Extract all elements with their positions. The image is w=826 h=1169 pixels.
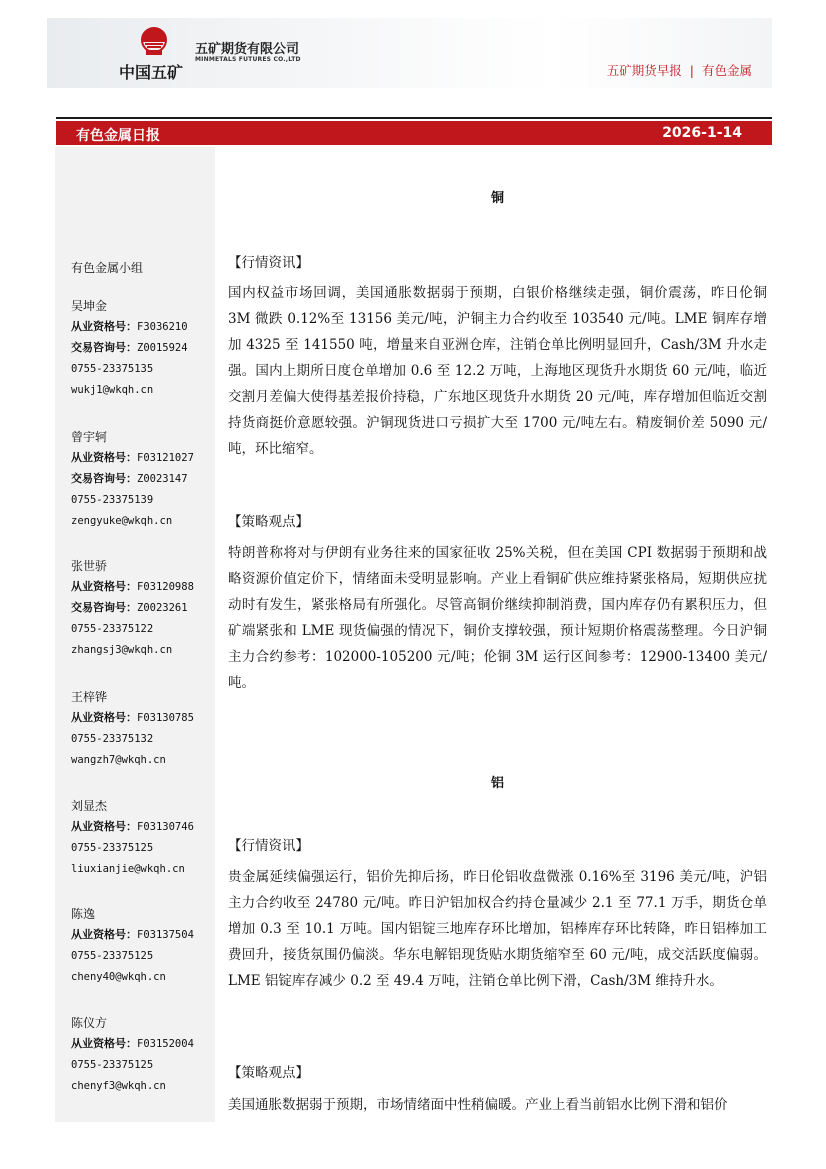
analyst-card [71,557,194,662]
license-line: 从业资格号：F03130785 [71,711,194,724]
copper-market-text: 国内权益市场回调，美国通胀数据弱于预期，白银价格继续走强，铜价震荡，昨日伦铜 3M 微跌 0.12%至 13156 美元/吨，沪铜主力合约收至 103540 元/吨。LME 铜库存增加 4325 至 141550 吨，增量来自亚洲仓库，注销仓单比例明显回升，Cash/3M 升水走强。国内上期所日度仓单增加 0.6 至 12.2 万吨，上海地区现货升水期货 60 元/吨，临近交割月差偏大使得基差报价持稳，广东地区现货升水期货 20 元/吨，库存增加但临近交割持货商挺价意愿较强。沪铜现货进口亏损扩大至 1700 元/吨左右。精废铜价差 5090 元/吨，环比缩窄。 [228,285,767,457]
consult-line: 交易咨询号：Z0023147 [71,472,188,485]
license-line: 从业资格号：F03120988 [71,580,194,593]
header-separator: | [689,63,694,78]
license-line: 从业资格号：F03130746 [71,820,194,833]
aluminum-market-text: 贵金属延续偏强运行，铝价先抑后扬，昨日伦铝收盘微涨 0.16%至 3196 美元/吨，沪铝主力合约收至 24780 元/吨。昨日沪铝加权合约持仓量减少 2.1 至 77.1 万手，期货仓单增加 0.3 至 10.1 万吨。国内铝锭三地库存环比增加，铝棒库存环比转降，昨日铝棒加工费回升，接货氛围仍偏淡。华东电解铝现货贴水期货缩窄至 60 元/吨，成交活跃度偏弱。LME 铝锭库存减少 0.2 至 49.4 万吨，注销仓单比例下滑，Cash/3M 维持升水。 [228,869,767,989]
team-title: 有色金属小组 [71,261,144,275]
analyst-name: 陈仪方 [71,1016,108,1030]
analyst-name: 陈逸 [71,907,96,921]
license-line: 从业资格号：F03152004 [71,1037,194,1050]
header-rule [56,117,772,119]
analyst-card [71,297,188,402]
report-header [47,18,772,88]
report-category [607,61,752,79]
analyst-name: 刘显杰 [71,799,108,813]
phone: 0755-23375125 [71,1059,154,1071]
copper-strategy-heading: 【策略观点】 [228,514,309,530]
email-link[interactable]: zengyuke@wkqh.cn [71,515,173,527]
phone: 0755-23375132 [71,733,154,745]
license-line: 从业资格号：F03121027 [71,451,194,464]
license-line: 从业资格号：F03137504 [71,928,194,941]
analyst-card [71,905,194,989]
minmetals-logo-icon [137,26,171,58]
phone: 0755-23375139 [71,494,154,506]
analyst-name: 张世骄 [71,559,108,573]
section-title-copper: 铜 [490,191,504,206]
consult-line: 交易咨询号：Z0023261 [71,601,188,614]
email-link[interactable]: cheny40@wkqh.cn [71,971,166,983]
phone: 0755-23375125 [71,950,154,962]
section-title-aluminum: 铝 [490,776,504,791]
analyst-card [71,797,194,881]
analyst-name: 曾宇轲 [71,430,108,444]
email-link[interactable]: chenyf3@wkqh.cn [71,1080,166,1092]
report-title: 有色金属日报 [76,128,160,144]
aluminum-strategy-text: 美国通胀数据弱于预期，市场情绪面中性稍偏暖。产业上看当前铝水比例下滑和铝价 [228,1097,728,1113]
aluminum-market-heading: 【行情资讯】 [228,838,309,854]
email-link[interactable]: wukj1@wkqh.cn [71,384,154,396]
copper-strategy-text: 特朗普称将对与伊朗有业务往来的国家征收 25%关税，但在美国 CPI 数据弱于预期和战略资源价值定价下，情绪面未受明显影响。产业上看铜矿供应维持紧张格局，短期供应扰动时有发生，紧张格局有所强化。尽管高铜价继续抑制消费，国内库存仍有累积压力，但矿端紧张和 LME 现货偏强的情况下，铜价支撑较强，预计短期价格震荡整理。今日沪铜主力合约参考：102000-105200 元/吨；伦铜 3M 运行区间参考：12900-13400 美元/吨。 [228,545,767,691]
aluminum-strategy-heading: 【策略观点】 [228,1065,309,1081]
phone: 0755-23375135 [71,363,154,375]
report-type: 五矿期货早报 [606,63,682,78]
title-bar [56,121,772,145]
brand-name: 中国五矿 [119,63,184,82]
consult-line: 交易咨询号：Z0015924 [71,341,188,354]
license-line: 从业资格号：F3036210 [71,320,188,333]
company-name: 五矿期货有限公司 [195,42,300,57]
email-link[interactable]: zhangsj3@wkqh.cn [71,644,173,656]
company-name-en: MINMETALS FUTURES CO.,LTD [195,56,301,63]
analyst-card [71,428,194,533]
analyst-name: 吴坤金 [71,299,108,313]
email-link[interactable]: liuxianjie@wkqh.cn [71,863,185,875]
category-name: 有色金属 [701,63,752,78]
report-date: 2026-1-14 [662,125,742,141]
phone: 0755-23375125 [71,842,154,854]
copper-market-heading: 【行情资讯】 [228,255,309,271]
analyst-card [71,688,194,772]
analyst-card [71,1014,194,1098]
phone: 0755-23375122 [71,623,154,635]
analyst-name: 王梓铧 [71,690,108,704]
email-link[interactable]: wangzh7@wkqh.cn [71,754,166,766]
analyst-sidebar [55,147,215,1122]
